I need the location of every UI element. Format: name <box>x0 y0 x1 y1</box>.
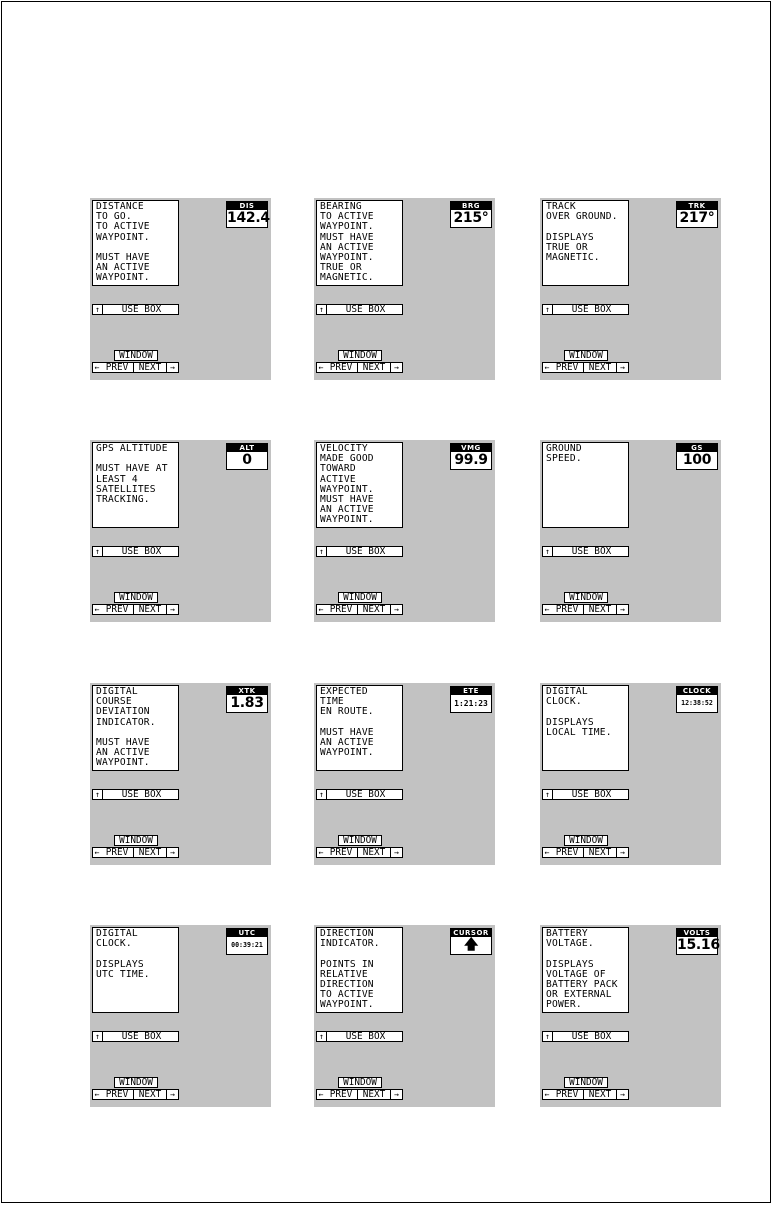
up-arrow-icon: ↑ <box>93 1032 103 1041</box>
use-box-button[interactable] <box>316 546 403 557</box>
next-button[interactable]: NEXT <box>134 363 167 372</box>
window-label: WINDOW <box>338 350 382 361</box>
prev-button[interactable]: PREV <box>325 848 358 857</box>
next-button[interactable]: NEXT <box>358 363 391 372</box>
description-box: EXPECTED TIME EN ROUTE. MUST HAVE AN ACTIVE WAYPOINT. <box>316 685 403 771</box>
window-label: WINDOW <box>564 350 608 361</box>
window-nav <box>316 847 403 858</box>
right-arrow-icon[interactable]: → <box>394 1090 399 1099</box>
window-nav <box>316 604 403 615</box>
left-arrow-icon[interactable]: ← <box>94 363 100 372</box>
value-label: VOLTS <box>677 929 717 937</box>
next-button[interactable]: NEXT <box>134 848 167 857</box>
description-box: VELOCITY MADE GOOD TOWARD ACTIVE WAYPOINT. MUST HAVE AN ACTIVE WAYPOINT. <box>316 442 403 528</box>
value-readout: 1.83 <box>230 695 264 711</box>
description-box: DIGITAL COURSE DEVIATION INDICATOR. MUST HAVE AN ACTIVE WAYPOINT. <box>92 685 179 771</box>
next-button[interactable]: NEXT <box>358 1090 391 1099</box>
prev-button[interactable]: PREV <box>325 363 358 372</box>
window-label: WINDOW <box>564 592 608 603</box>
screen-grid <box>90 198 720 1106</box>
description-box: BATTERY VOLTAGE. DISPLAYS VOLTAGE OF BATTERY PACK OR EXTERNAL POWER. <box>542 927 629 1013</box>
description-box: DIGITAL CLOCK. DISPLAYS LOCAL TIME. <box>542 685 629 771</box>
up-arrow-icon: ↑ <box>317 305 327 314</box>
next-button[interactable]: NEXT <box>584 363 617 372</box>
left-arrow-icon[interactable]: ← <box>544 1090 550 1099</box>
value-readout: 12:38:52 <box>681 699 713 707</box>
up-arrow-icon: ↑ <box>93 305 103 314</box>
use-box-label: USE BOX <box>345 304 386 315</box>
window-nav <box>92 1089 179 1100</box>
left-arrow-icon[interactable]: ← <box>318 605 324 614</box>
lcd-screen-trk <box>540 198 721 380</box>
value-box <box>676 201 718 228</box>
window-nav <box>542 362 629 373</box>
left-arrow-icon[interactable]: ← <box>544 363 550 372</box>
lcd-screen-volts <box>540 925 721 1107</box>
up-arrow-icon: ↑ <box>543 790 553 799</box>
value-readout: 15.16 <box>677 937 720 953</box>
value-readout: 🡅 <box>463 937 479 953</box>
right-arrow-icon[interactable]: → <box>620 1090 625 1099</box>
prev-button[interactable]: PREV <box>551 848 584 857</box>
use-box-label: USE BOX <box>121 789 162 800</box>
value-label: CURSOR <box>451 929 491 937</box>
window-label: WINDOW <box>114 835 158 846</box>
left-arrow-icon[interactable]: ← <box>94 848 100 857</box>
value-readout: 142.4 <box>227 210 270 226</box>
lcd-screen-alt <box>90 440 271 622</box>
next-button[interactable]: NEXT <box>584 848 617 857</box>
right-arrow-icon[interactable]: → <box>394 363 399 372</box>
window-nav <box>316 1089 403 1100</box>
prev-button[interactable]: PREV <box>101 605 134 614</box>
value-label: UTC <box>227 929 267 937</box>
up-arrow-icon: ↑ <box>93 547 103 556</box>
use-box-label: USE BOX <box>121 1031 162 1042</box>
use-box-button[interactable] <box>542 546 629 557</box>
left-arrow-icon[interactable]: ← <box>544 848 550 857</box>
value-readout: 00:39:21 <box>231 941 263 949</box>
window-nav <box>542 847 629 858</box>
value-label: ETE <box>451 687 491 695</box>
use-box-button[interactable] <box>92 546 179 557</box>
left-arrow-icon[interactable]: ← <box>94 605 100 614</box>
use-box-label: USE BOX <box>571 546 612 557</box>
description-box: DIRECTION INDICATOR. POINTS IN RELATIVE DIRECTION TO ACTIVE WAYPOINT. <box>316 927 403 1013</box>
description-box: GROUND SPEED. <box>542 442 629 528</box>
value-label: ALT <box>227 444 267 452</box>
right-arrow-icon[interactable]: → <box>620 605 625 614</box>
prev-button[interactable]: PREV <box>551 363 584 372</box>
up-arrow-icon: ↑ <box>317 547 327 556</box>
use-box-button[interactable] <box>542 789 629 800</box>
value-box <box>450 686 492 713</box>
value-label: VMG <box>451 444 491 452</box>
prev-button[interactable]: PREV <box>325 605 358 614</box>
value-box <box>450 928 492 955</box>
value-box <box>676 928 718 955</box>
lcd-screen-utc <box>90 925 271 1107</box>
use-box-button[interactable] <box>542 304 629 315</box>
use-box-button[interactable] <box>92 304 179 315</box>
right-arrow-icon[interactable]: → <box>394 848 399 857</box>
up-arrow-icon: ↑ <box>543 547 553 556</box>
lcd-screen-ete <box>314 683 495 865</box>
value-label: CLOCK <box>677 687 717 695</box>
description-box: DISTANCE TO GO. TO ACTIVE WAYPOINT. MUST HAVE AN ACTIVE WAYPOINT. <box>92 200 179 286</box>
prev-button[interactable]: PREV <box>325 1090 358 1099</box>
value-box <box>226 928 268 955</box>
window-nav <box>92 847 179 858</box>
next-button[interactable]: NEXT <box>134 605 167 614</box>
lcd-screen-cursor <box>314 925 495 1107</box>
value-label: DIS <box>227 202 267 210</box>
use-box-label: USE BOX <box>345 1031 386 1042</box>
next-button[interactable]: NEXT <box>358 848 391 857</box>
window-nav <box>316 362 403 373</box>
window-label: WINDOW <box>338 592 382 603</box>
up-arrow-icon: ↑ <box>317 1032 327 1041</box>
right-arrow-icon[interactable]: → <box>620 363 625 372</box>
window-label: WINDOW <box>114 592 158 603</box>
prev-button[interactable]: PREV <box>101 848 134 857</box>
value-label: GS <box>677 444 717 452</box>
prev-button[interactable]: PREV <box>101 363 134 372</box>
use-box-label: USE BOX <box>571 1031 612 1042</box>
use-box-button[interactable] <box>92 789 179 800</box>
description-box: GPS ALTITUDE MUST HAVE AT LEAST 4 SATELLITES TRACKING. <box>92 442 179 528</box>
value-label: XTK <box>227 687 267 695</box>
right-arrow-icon[interactable]: → <box>170 605 175 614</box>
value-box <box>676 443 718 470</box>
right-arrow-icon[interactable]: → <box>394 605 399 614</box>
up-arrow-icon: ↑ <box>93 790 103 799</box>
window-label: WINDOW <box>564 1077 608 1088</box>
left-arrow-icon[interactable]: ← <box>318 363 324 372</box>
prev-button[interactable]: PREV <box>551 1090 584 1099</box>
window-nav <box>92 604 179 615</box>
use-box-button[interactable] <box>542 1031 629 1042</box>
window-label: WINDOW <box>338 1077 382 1088</box>
next-button[interactable]: NEXT <box>584 605 617 614</box>
value-readout: 0 <box>242 452 252 468</box>
use-box-button[interactable] <box>316 304 403 315</box>
lcd-screen-vmg <box>314 440 495 622</box>
value-readout: 99.9 <box>454 452 488 468</box>
prev-button[interactable]: PREV <box>551 605 584 614</box>
value-readout: 1:21:23 <box>454 699 488 708</box>
use-box-label: USE BOX <box>121 546 162 557</box>
next-button[interactable]: NEXT <box>134 1090 167 1099</box>
up-arrow-icon: ↑ <box>543 1032 553 1041</box>
window-label: WINDOW <box>564 835 608 846</box>
right-arrow-icon[interactable]: → <box>170 1090 175 1099</box>
up-arrow-icon: ↑ <box>317 790 327 799</box>
window-nav <box>542 1089 629 1100</box>
left-arrow-icon[interactable]: ← <box>318 848 324 857</box>
value-box <box>226 686 268 713</box>
left-arrow-icon[interactable]: ← <box>544 605 550 614</box>
left-arrow-icon[interactable]: ← <box>94 1090 100 1099</box>
window-label: WINDOW <box>114 350 158 361</box>
right-arrow-icon[interactable]: → <box>620 848 625 857</box>
lcd-screen-gs <box>540 440 721 622</box>
value-box <box>676 686 718 713</box>
use-box-label: USE BOX <box>121 304 162 315</box>
lcd-screen-brg <box>314 198 495 380</box>
description-box: DIGITAL CLOCK. DISPLAYS UTC TIME. <box>92 927 179 1013</box>
value-readout: 100 <box>682 452 712 468</box>
value-readout: 215° <box>453 210 489 226</box>
use-box-label: USE BOX <box>345 789 386 800</box>
prev-button[interactable]: PREV <box>101 1090 134 1099</box>
value-box <box>450 443 492 470</box>
lcd-screen-clock <box>540 683 721 865</box>
window-label: WINDOW <box>114 1077 158 1088</box>
window-nav <box>542 604 629 615</box>
use-box-button[interactable] <box>92 1031 179 1042</box>
right-arrow-icon[interactable]: → <box>170 848 175 857</box>
left-arrow-icon[interactable]: ← <box>318 1090 324 1099</box>
window-label: WINDOW <box>338 835 382 846</box>
value-label: TRK <box>677 202 717 210</box>
use-box-button[interactable] <box>316 1031 403 1042</box>
value-readout: 217° <box>679 210 715 226</box>
use-box-label: USE BOX <box>571 789 612 800</box>
right-arrow-icon[interactable]: → <box>170 363 175 372</box>
next-button[interactable]: NEXT <box>584 1090 617 1099</box>
next-button[interactable]: NEXT <box>358 605 391 614</box>
window-nav <box>92 362 179 373</box>
lcd-screen-dis <box>90 198 271 380</box>
use-box-label: USE BOX <box>345 546 386 557</box>
use-box-label: USE BOX <box>571 304 612 315</box>
lcd-screen-xtk <box>90 683 271 865</box>
up-arrow-icon: ↑ <box>543 305 553 314</box>
description-box: TRACK OVER GROUND. DISPLAYS TRUE OR MAGNETIC. <box>542 200 629 286</box>
use-box-button[interactable] <box>316 789 403 800</box>
value-box <box>226 201 268 228</box>
value-box <box>226 443 268 470</box>
description-box: BEARING TO ACTIVE WAYPOINT. MUST HAVE AN ACTIVE WAYPOINT. TRUE OR MAGNETIC. <box>316 200 403 286</box>
value-box <box>450 201 492 228</box>
value-label: BRG <box>451 202 491 210</box>
